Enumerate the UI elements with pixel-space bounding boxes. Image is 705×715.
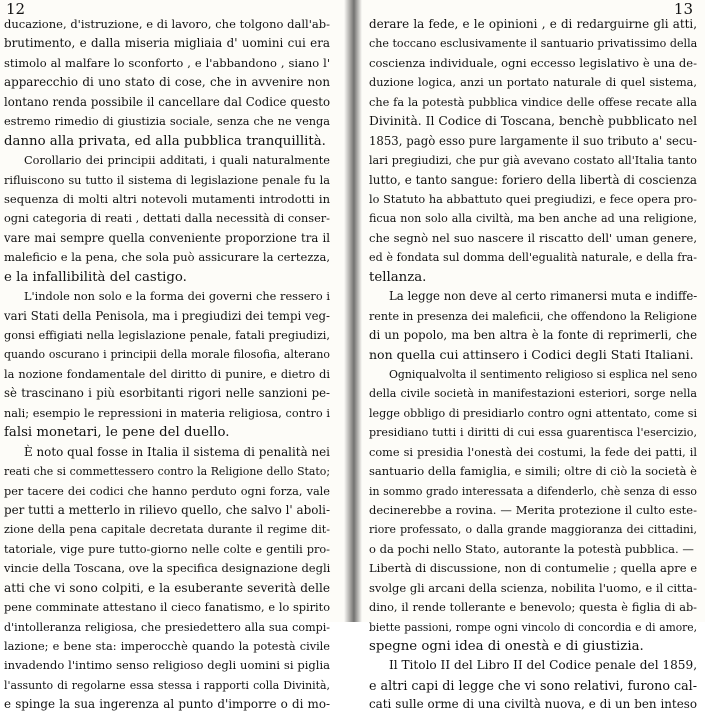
text-line: e spinge la sua ingerenza al punto d'imporre o di mo-	[4, 697, 330, 712]
text-line: duzione logica, anzi un portato naturale di quel sistema,	[369, 76, 697, 90]
text-line: che toccano esclusivamente il santuario privatissimo della	[369, 37, 698, 51]
text-line: che segnò nel suo nascere il riscatto dell' uman genere,	[369, 230, 697, 245]
text-line: ogni categoria di reati , dettati dalla necessità di conser-	[4, 212, 330, 226]
text-line: vincie della Toscana, ove la specifica designazione degli	[4, 561, 331, 576]
text-line: o da pochi nello Stato, autorante la potestà pubblica. —	[369, 541, 694, 556]
text-line: svolge gli arcani della scienza, nobilita l'uomo, e il citta-	[369, 580, 697, 595]
text-line: ficua non solo alla civiltà, ma ben anche ad una religione,	[369, 212, 697, 226]
text-line: ed è fondata sul domma dell'egualità naturale, e della fra-	[369, 251, 697, 265]
text-line: per tutti a metterlo in rilievo quello, che salvo l' aboli-	[4, 502, 330, 517]
text-line: falsi monetari, le pene del duello.	[4, 425, 230, 441]
text-line: Libertà di discussione, non di contumelie ; quella apre e	[369, 561, 697, 576]
text-line: per tacere dei codici che hanno perduto ogni forza, vale	[4, 484, 330, 498]
book-gutter	[344, 0, 362, 622]
text-line: lazione; e bene sta: imperocchè quando la potestà civile	[4, 640, 330, 653]
text-line: biette passioni, rompe ogni vincolo di concordia e di amore,	[369, 620, 697, 634]
right-page-number: 13	[673, 0, 693, 18]
text-line: rifluiscono su tutto il sistema di legislazione penale fu la	[4, 173, 330, 187]
text-line: L'indole non solo e la forma dei governi che ressero i	[24, 290, 330, 304]
right-page-text	[369, 15, 697, 715]
text-line: Il Titolo II del Libro II del Codice penale del 1859,	[389, 658, 698, 673]
text-line: riore professato, o dalla grande maggioranza dei cittadini,	[369, 523, 697, 537]
text-line: invadendo l'intimo senso religioso degli uomini si piglia	[4, 658, 330, 673]
left-page-text	[4, 15, 330, 715]
text-line: sè trascinano i più esorbitanti rigori nelle sanzioni pe-	[4, 386, 330, 401]
text-line: presidiano tutti i diritti di cui essa guarentisca l'esercizio,	[369, 426, 697, 440]
text-line: l'assunto di regolarne essa stessa i rapporti colla Divinità,	[4, 678, 330, 692]
text-line: e altri capi di legge che vi sono relativi, furono cal-	[369, 677, 698, 693]
text-line: vari Stati della Penisola, ma i pregiudizi dei tempi veg-	[4, 308, 330, 323]
text-line: dino, il rende tollerante e benevolo; questa è figlia di ab-	[369, 601, 697, 615]
text-line: maleficio e la pena, che sola può assicurare la certezza,	[4, 250, 330, 265]
text-line: È noto qual fosse in Italia il sistema di penalità nei	[24, 444, 330, 459]
text-line: sequenza di molti altri notevoli mutamenti introdotti in	[4, 191, 330, 206]
text-line: quando oscurano i principii della morale filosofia, alterano	[4, 348, 330, 362]
text-line: La legge non deve al certo rimanersi muta e indiffe-	[389, 289, 698, 304]
text-line: tellanza.	[369, 269, 427, 285]
text-line: cati sulle orme di una civiltà nuova, e di un ben inteso	[369, 697, 697, 712]
text-line: e la infallibilità del castigo.	[4, 269, 187, 285]
text-line: lo Statuto ha abbattuto quei pregiudizi, e fece opera pro-	[369, 192, 697, 206]
text-line: in sommo grado interessata a difenderlo, chè senza di esso	[369, 484, 697, 498]
text-line: atti che vi sono colpiti, e la esuberante severità delle	[4, 580, 330, 595]
text-line: legge obbligo di presidiarlo contro ogni attentato, come si	[369, 406, 697, 420]
text-line: rente in presenza dei maleficii, che offendono la Religione	[369, 309, 697, 323]
text-line: lontano renda possibile il cancellare dal Codice questo	[4, 94, 330, 109]
text-line: 1853, pagò esso pure largamente il suo tributo a' secu-	[369, 133, 697, 148]
text-line: decinerebbe a rovina. — Merita protezione il culto este-	[369, 502, 697, 517]
text-line: d'intolleranza religiosa, che presiedettero alla sua compi-	[4, 620, 330, 634]
text-line: di un popolo, ma ben altra è la fonte di reprimerli, che	[369, 328, 697, 342]
text-line: Divinità. Il Codice di Toscana, benchè pubblicato nel	[369, 114, 698, 129]
text-line: gonsi effigiati nella legislazione penale, fatali pregiudizi,	[4, 329, 330, 342]
text-line: che fa la potestà pubblica vindice delle offese recate alla	[369, 95, 697, 109]
text-line: ducazione, d'istruzione, e di lavoro, che tolgono dall'ab-	[4, 17, 330, 31]
text-line: derare la fede, e le opinioni , e di redarguirne gli atti,	[369, 17, 697, 31]
left-page	[0, 0, 352, 712]
text-line: non quella cui attinsero i Codici degli Stati Italiani.	[369, 347, 694, 363]
text-line: come si presidia l'onestà dei costumi, la fede dei patti, il	[369, 445, 697, 459]
right-page	[352, 0, 705, 712]
text-line: vare mai sempre quella conveniente proporzione tra il	[4, 230, 330, 245]
text-line: tatoriale, vige pure tutto-giorno nelle colte e gentili pro-	[4, 542, 330, 556]
text-line: Ogniqualvolta il sentimento religioso si esplica nel seno	[389, 367, 698, 381]
text-line: nali; esempio le repressioni in materia religiosa, contro i	[4, 406, 330, 420]
text-line: spegne ogni idea di onestà e di giustizia.	[369, 639, 644, 654]
text-line: estremo rimedio di giustizia sociale, senza che ne venga	[4, 115, 330, 129]
text-line: Corollario dei principii additati, i quali naturalmente	[24, 154, 330, 168]
text-line: danno alla privata, ed alla pubblica tranquillità.	[4, 133, 326, 149]
left-page-number: 12	[6, 0, 26, 18]
text-line: coscienza individuale, ogni eccesso legislativo è una de-	[369, 55, 697, 70]
text-line: reati che si commettessero contro la Religione dello Stato;	[4, 465, 330, 479]
text-line: lutto, e tanto sangue: foriero della libertà di coscienza	[369, 172, 697, 187]
text-line: pene comminate attestano il cieco fanatismo, e lo spirito	[4, 601, 330, 615]
text-line: lari pregiudizi, che pur già avevano costato all'Italia tanto	[369, 154, 697, 168]
text-line: brutimento, e dalla miseria migliaia d' uomini cui era	[4, 36, 330, 51]
text-line: zione della pena capitale decretata durante il regime dit-	[4, 523, 330, 537]
text-line: la nozione fondamentale del diritto di punire, e dietro di	[4, 367, 330, 381]
text-line: stimolo al malfare lo sconforto , e l'abbandono , siano l'	[4, 55, 330, 70]
text-line: della civile società in manifestazioni esteriori, sorge nella	[369, 387, 697, 401]
text-line: santuario della famiglia, e simili; oltre di ciò la società è	[369, 464, 697, 479]
text-line: apparecchio di uno stato di cose, che in avvenire non	[4, 75, 330, 90]
